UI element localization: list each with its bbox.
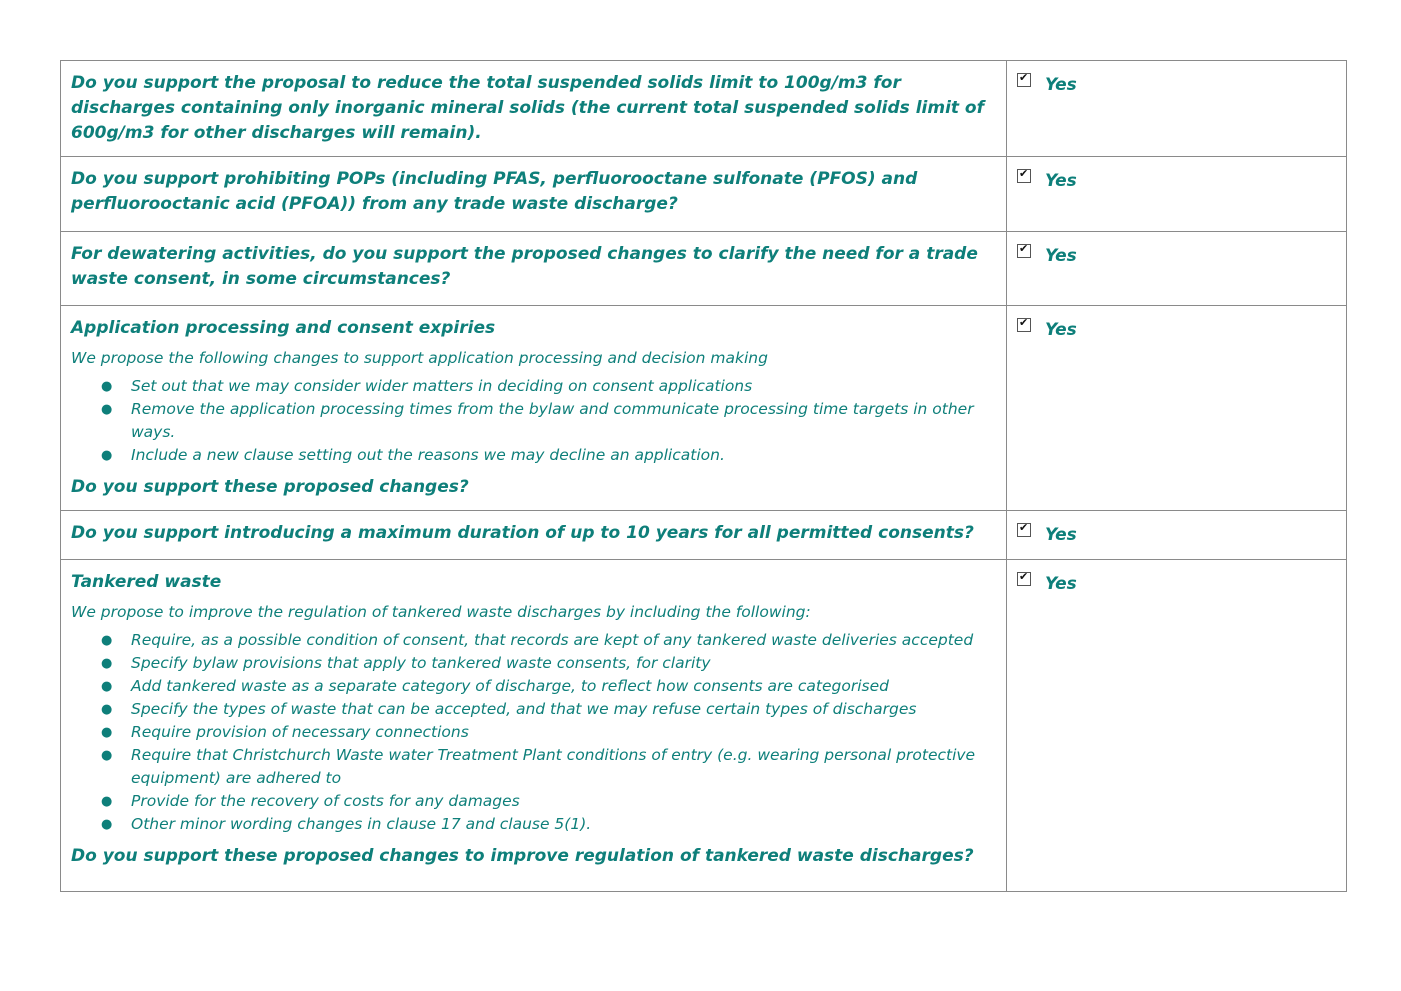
bullet-list: [71, 629, 996, 836]
checkmark-icon: ✔: [1019, 521, 1029, 534]
table-row: [61, 61, 1347, 157]
bullet-icon: ●: [101, 379, 113, 394]
question-text: For dewatering activities, do you support the proposed changes to clarify the need for a trade waste consent, in some circumstances?: [71, 244, 978, 289]
table-row: [61, 560, 1347, 892]
question-text: Do you support introducing a maximum duration of up to 10 years for all permitted consents?: [71, 523, 974, 543]
checkmark-icon: ✔: [1019, 242, 1029, 255]
question-cell: [61, 232, 1007, 306]
answer-label: Yes: [1045, 320, 1077, 340]
table-row: [61, 306, 1347, 511]
list-item: ● Include a new clause setting out the reasons we may decline an application.: [131, 444, 996, 467]
answer-cell: [1007, 560, 1347, 892]
bullet-icon: ●: [101, 794, 113, 809]
list-item: ● Require provision of necessary connections: [131, 721, 996, 744]
list-item: ● Add tankered waste as a separate category of discharge, to reflect how consents are categorised: [131, 675, 996, 698]
question-text: Do you support these proposed changes?: [71, 477, 469, 497]
yes-checkbox[interactable]: [1017, 572, 1031, 586]
answer-option: [1017, 521, 1336, 545]
list-item: ● Require that Christchurch Waste water Treatment Plant conditions of entry (e.g. wearing personal protective equipment) are adhered to: [101, 746, 976, 787]
list-item: ● Set out that we may consider wider matters in deciding on consent applications: [131, 375, 996, 398]
answer-label: Yes: [1045, 574, 1077, 594]
answer-label: Yes: [1045, 525, 1077, 545]
list-item: ● Specify bylaw provisions that apply to tankered waste consents, for clarity: [131, 652, 996, 675]
answer-label: Yes: [1045, 75, 1077, 95]
bullet-icon: ●: [101, 725, 113, 740]
answer-option: [1017, 316, 1336, 340]
table-row: [61, 157, 1347, 232]
bullet-icon: ●: [101, 679, 113, 694]
checkmark-icon: ✔: [1019, 570, 1029, 583]
bullet-icon: ●: [101, 748, 113, 763]
yes-checkbox[interactable]: [1017, 73, 1031, 87]
question-text: Do you support these proposed changes to improve regulation of tankered waste discharges?: [71, 846, 974, 866]
checkmark-icon: ✔: [1019, 167, 1029, 180]
yes-checkbox[interactable]: [1017, 169, 1031, 183]
bullet-icon: ●: [101, 633, 113, 648]
list-item: ● Remove the application processing times from the bylaw and communicate processing time targets in other ways.: [101, 400, 974, 441]
list-item: ● Other minor wording changes in clause 17 and clause 5(1).: [131, 813, 996, 836]
yes-checkbox[interactable]: [1017, 244, 1031, 258]
table-row: [61, 232, 1347, 306]
answer-cell: [1007, 511, 1347, 560]
consultation-table: [60, 60, 1347, 892]
bullet-icon: ●: [101, 817, 113, 832]
answer-cell: [1007, 61, 1347, 157]
section-heading: Tankered waste: [71, 572, 222, 592]
question-cell: [61, 306, 1007, 511]
answer-cell: [1007, 232, 1347, 306]
bullet-icon: ●: [101, 402, 113, 417]
section-intro: We propose the following changes to support application processing and decision making: [71, 349, 768, 367]
section-heading: Application processing and consent expiries: [71, 318, 496, 338]
section-intro: We propose to improve the regulation of tankered waste discharges by including the following:: [71, 603, 811, 621]
table-row: [61, 511, 1347, 560]
question-cell: [61, 157, 1007, 232]
list-item: ● Specify the types of waste that can be accepted, and that we may refuse certain types of discharges: [131, 698, 996, 721]
answer-option: [1017, 71, 1336, 95]
answer-label: Yes: [1045, 171, 1077, 191]
checkmark-icon: ✔: [1019, 316, 1029, 329]
yes-checkbox[interactable]: [1017, 523, 1031, 537]
list-item: ● Require, as a possible condition of consent, that records are kept of any tankered waste deliveries accepted: [131, 629, 996, 652]
bullet-icon: ●: [101, 656, 113, 671]
question-cell: [61, 511, 1007, 560]
answer-cell: [1007, 306, 1347, 511]
answer-option: [1017, 242, 1336, 266]
question-text: Do you support prohibiting POPs (including PFAS, perfluorooctane sulfonate (PFOS) and perfluorooctanic acid (PFOA)) from any trade waste discharge?: [71, 169, 918, 214]
answer-label: Yes: [1045, 246, 1077, 266]
question-cell: [61, 560, 1007, 892]
yes-checkbox[interactable]: [1017, 318, 1031, 332]
question-text: Do you support the proposal to reduce the total suspended solids limit to 100g/m3 for discharges containing only inorganic mineral solids (the current total suspended solids limit of 600g/m3 for other discharges will remain).: [71, 73, 985, 143]
bullet-icon: ●: [101, 448, 113, 463]
bullet-list: [71, 375, 996, 467]
checkmark-icon: ✔: [1019, 71, 1029, 84]
answer-cell: [1007, 157, 1347, 232]
question-cell: [61, 61, 1007, 157]
bullet-icon: ●: [101, 702, 113, 717]
answer-option: [1017, 570, 1336, 594]
list-item: ● Provide for the recovery of costs for any damages: [131, 790, 996, 813]
answer-option: [1017, 167, 1336, 191]
